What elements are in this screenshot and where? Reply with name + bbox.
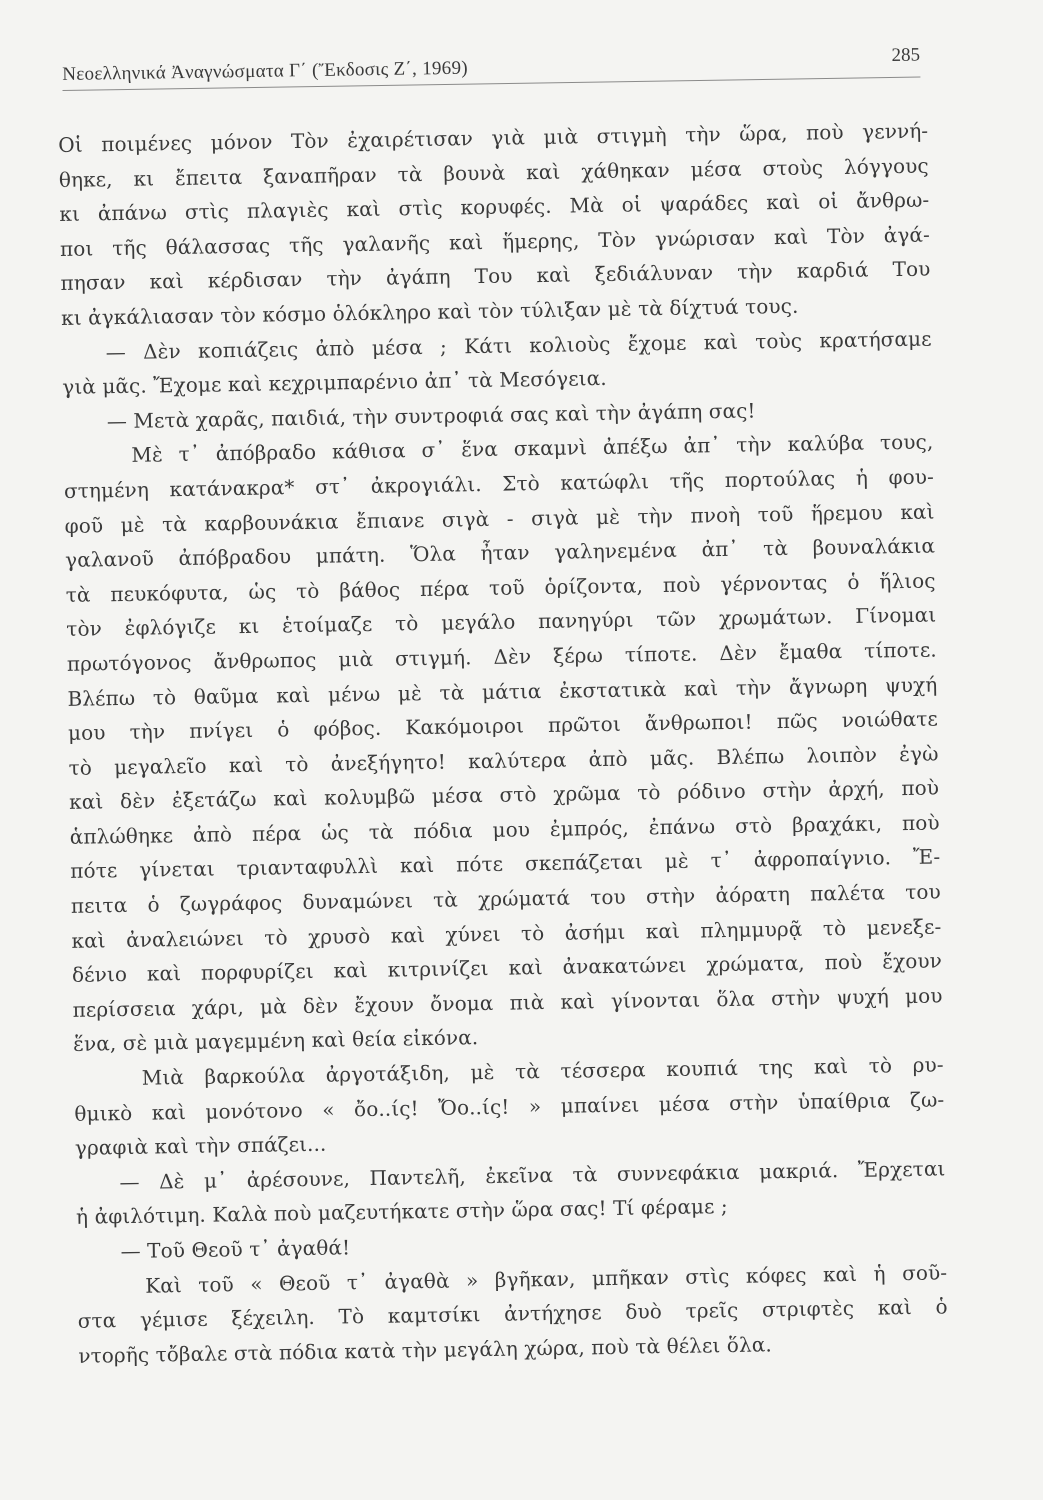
text-line: Μὲ τ᾽ ἀπόβραδο κάθισα σ᾽ ἕνα σκαμνὶ ἀπέξω ἀπ᾽ τὴν καλύβα τους,: [131, 429, 934, 468]
text-line: ἕνα, σὲ μιὰ μαγεμμένη καὶ θεία εἰκόνα.: [72, 1025, 479, 1057]
text-line: καὶ ἀναλειώνει τὸ χρυσὸ καὶ χύνει τὸ ἀσήμι καὶ πλημμυρᾷ τὸ μενεξε-: [71, 914, 942, 953]
text-line: μου τὴν πνίγει ὁ φόβος. Κακόμοιροι πρῶτοι ἄνθρωποι! πῶς νοιώθατε: [67, 706, 939, 746]
text-line: δένιο καὶ πορφυρίζει καὶ κιτρινίζει καὶ ἀνακατώνει χρώματα, ποὺ ἔχουν: [71, 948, 943, 988]
text-line: πησαν καὶ κέρδισαν τὴν ἀγάπη Του καὶ ξεδιάλυναν τὴν καρδιά Του: [60, 256, 931, 296]
text-line: τὸ μεγαλεῖο καὶ τὸ ἀνεξήγητο! καλύτερα ἀπὸ μᾶς. Βλέπω λοιπὸν ἐγὼ: [68, 741, 939, 780]
text-line: — Δὲ μ᾽ ἀρέσουνε, Παντελῆ, ἐκεῖνα τὰ συννεφάκια μακριά. Ἔρχεται: [119, 1156, 946, 1194]
text-line: θμικὸ καὶ μονότονο « ὄο..ίς! Ὄο..ίς! » μπαίνει μέσα στὴν ὑπαίθρια ζω-: [74, 1087, 945, 1126]
text-line: Μιὰ βαρκούλα ἀργοτάξιδη, μὲ τὰ τέσσερα κουπιά της καὶ τὸ ρυ-: [141, 1052, 944, 1090]
text-line: ἁπλώθηκε ἀπὸ πέρα ὡς τὰ πόδια μου ἐμπρός, ἐπάνω στὸ βραχάκι, ποὺ: [69, 810, 940, 849]
text-line: ντορῆς τὄβαλε στὰ πόδια κατὰ τὴν μεγάλη χώρα, ποὺ τὰ θέλει ὅλα.: [78, 1332, 772, 1368]
text-line: γιὰ μᾶς. Ἔχομε καὶ κεχριμπαρένιο ἀπ᾽ τὰ Μεσόγεια.: [62, 366, 607, 400]
text-line: θηκε, κι ἔπειτα ξαναπῆραν τὰ βουνὰ καὶ χάθηκαν μέσα στοὺς λόγγους: [58, 153, 929, 192]
text-line: τὸν ἐφλόγιζε κι ἑτοίμαζε τὸ μεγάλο πανηγύρι τῶν χρωμάτων. Γίνομαι: [66, 602, 937, 642]
text-line: ἡ ἀφιλότιμη. Καλὰ ποὺ μαζευτήκατε στὴν ὥρα σας! Τί φέραμε ;: [75, 1194, 728, 1230]
text-line: στα γέμισε ξέχειλη. Τὸ καμτσίκι ἀντήχησε δυὸ τρεῖς στριφτὲς καὶ ὁ: [77, 1294, 948, 1334]
text-line: — Τοῦ Θεοῦ τ᾽ ἀγαθά!: [120, 1235, 351, 1264]
text-line: κι ἀπάνω στὶς πλαγιὲς καὶ στὶς κορυφές. Μὰ οἱ ψαράδες καὶ οἱ ἄνθρω-: [59, 187, 930, 227]
page-number: 285: [891, 44, 921, 66]
text-line: κι ἀγκάλιασαν τὸν κόσμο ὁλόκληρο καὶ τὸν τύλιξαν μὲ τὰ δίχτυά τους.: [60, 293, 799, 330]
text-line: Βλέπω τὸ θαῦμα καὶ μένω μὲ τὰ μάτια ἐκστατικὰ καὶ τὴν ἄγνωρη ψυχή: [67, 671, 938, 711]
text-line: πότε γίνεται τριανταφυλλὶ καὶ πότε σκεπάζεται μὲ τ᾽ ἀφροπαίγνιο. Ἔ-: [70, 844, 941, 884]
text-line: γραφιὰ καὶ τὴν σπάζει...: [74, 1131, 327, 1161]
running-head: [62, 45, 920, 92]
text-line: στημένη κατάνακρα* στ᾽ ἀκρογιάλι. Στὸ κατώφλι τῆς πορτούλας ἡ φου-: [63, 464, 935, 503]
text-line: καὶ δὲν ἐξετάζω καὶ κολυμβῶ μέσα στὸ χρῶμα τὸ ρόδινο στὴν ἀρχή, ποὺ: [68, 775, 940, 815]
body-text: [58, 114, 949, 1374]
text-line: πειτα ὁ ζωγράφος δυναμώνει τὰ χρώματά του στὴν ἀόρατη παλέτα του: [70, 879, 941, 918]
text-line: τὰ πευκόφυτα, ὡς τὸ βάθος πέρα τοῦ ὁρίζοντα, ποὺ γέρνοντας ὁ ἥλιος: [65, 568, 936, 607]
text-line: πρωτόγονος ἄνθρωπος μιὰ στιγμή. Δὲν ξέρω τίποτε. Δὲν ἔμαθα τίποτε.: [66, 637, 937, 676]
text-line: περίσσεια χάρι, μὰ δὲν ἔχουν ὄνομα πιὰ καὶ γίνονται ὅλα στὴν ψυχή μου: [72, 983, 943, 1022]
text-line: — Δὲν κοπιάζεις ἀπὸ μέσα ; Κάτι κολιοὺς ἔχομε καὶ τοὺς κρατήσαμε: [105, 326, 932, 364]
text-line: ποι τῆς θάλασσας τῆς γαλανῆς καὶ ἥμερης, Τὸν γνώρισαν καὶ Τὸν ἀγά-: [59, 222, 931, 261]
text-line: φοῦ μὲ τὰ καρβουνάκια ἔπιανε σιγὰ - σιγὰ μὲ τὴν πνοὴ τοῦ ἥρεμου καὶ: [64, 499, 935, 538]
text-line: — Μετὰ χαρᾶς, παιδιά, τὴν συντροφιά σας καὶ τὴν ἀγάπη σας!: [106, 398, 756, 433]
running-head-title: Νεοελληνικά Ἀναγνώσματα Γ΄ (Ἔκδοσις Ζ΄, 1969): [62, 57, 469, 85]
text-line: γαλανοῦ ἀπόβραδου μπάτη. Ὅλα ἦταν γαληνεμένα ἀπ᾽ τὰ βουναλάκια: [64, 533, 936, 573]
text-line: Καὶ τοῦ « Θεοῦ τ᾽ ἀγαθὰ » βγῆκαν, μπῆκαν στὶς κόφες καὶ ἡ σοῦ-: [145, 1260, 948, 1298]
text-line: Οἱ ποιμένες μόνον Τὸν ἐχαιρέτισαν γιὰ μιὰ στιγμὴ τὴν ὥρα, ποὺ γεννή-: [58, 118, 929, 157]
